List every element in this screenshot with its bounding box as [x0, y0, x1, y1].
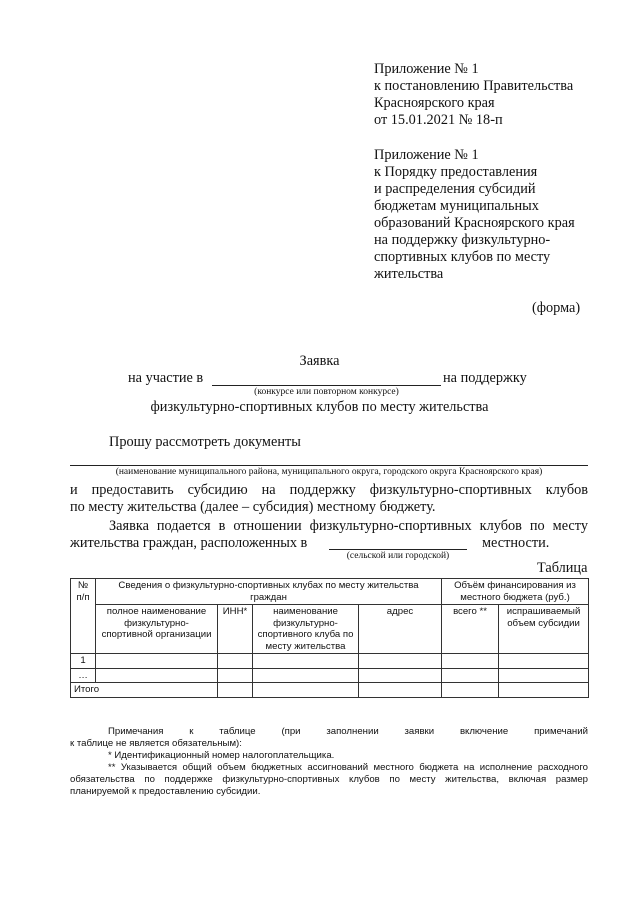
table-cell[interactable]: [253, 654, 359, 669]
table-cell[interactable]: [359, 668, 442, 683]
total-label: Итого: [71, 683, 218, 698]
note-inn: * Идентификационный номер налогоплательщика.: [108, 750, 335, 761]
submit-line2-suffix: местности.: [482, 535, 550, 551]
table-cell[interactable]: [442, 683, 499, 698]
locality-hint: (сельской или городской): [346, 551, 450, 561]
col-inn-header: ИНН*: [218, 605, 253, 654]
title-line1-prefix: на участие в: [128, 370, 204, 386]
submit-line2-prefix: жительства граждан, расположенных в: [70, 535, 308, 551]
appendix-decree: [374, 61, 573, 129]
group-info-header: Сведения о физкультурно-спортивных клубах по месту жительства граждан: [96, 579, 442, 605]
appendix-order: [374, 147, 575, 283]
notes-word: (при: [281, 726, 301, 737]
table-caption: Таблица: [537, 560, 588, 576]
municipality-blank[interactable]: [70, 465, 588, 466]
col-total-header: всего **: [442, 605, 499, 654]
table-cell[interactable]: [499, 668, 589, 683]
note-budget-line2: обязательства по поддержке физкультурно-спортивных клубов по месту жительства, включая размер: [70, 774, 588, 785]
submit-line1: Заявка подается в отношении физкультурно-спортивных клубов по месту: [109, 518, 588, 534]
table-cell[interactable]: [218, 654, 253, 669]
funding-table: [70, 578, 589, 698]
title-line2: физкультурно-спортивных клубов по месту жительства: [150, 399, 489, 415]
appendix-order-line: к Порядку предоставления: [374, 164, 538, 180]
form-label: (форма): [532, 300, 581, 316]
provide-line2: по месту жительства (далее – субсидия) местному бюджету.: [70, 499, 436, 515]
appendix-order-line: образований Красноярского края: [374, 215, 575, 231]
appendix-decree-line: от 15.01.2021 № 18-п: [374, 112, 503, 128]
col-address-header: адрес: [359, 605, 442, 654]
notes-word: Примечания: [108, 726, 164, 737]
appendix-order-line: на поддержку физкультурно-: [374, 232, 551, 248]
table-cell[interactable]: [442, 668, 499, 683]
table-row: [71, 654, 589, 669]
table-cell[interactable]: [359, 683, 442, 698]
notes: [70, 726, 588, 798]
col-num-header: № п/п: [71, 579, 96, 654]
contest-type-blank[interactable]: [212, 385, 441, 386]
table-cell[interactable]: [442, 654, 499, 669]
table-row: [71, 668, 589, 683]
appendix-order-line: бюджетам муниципальных: [374, 198, 539, 214]
municipality-hint: (наименование муниципального района, муниципального округа, городского округа Красноярского края): [115, 467, 543, 477]
appendix-decree-line: Красноярского края: [374, 95, 495, 111]
table-cell[interactable]: [499, 654, 589, 669]
contest-type-hint: (конкурсе или повторном конкурсе): [254, 387, 399, 397]
table-cell[interactable]: [359, 654, 442, 669]
notes-word: таблице: [219, 726, 256, 737]
table-subheader-row: [71, 605, 589, 654]
table-cell[interactable]: [218, 683, 253, 698]
table-total-row: [71, 683, 589, 698]
appendix-order-line: Приложение № 1: [374, 147, 479, 163]
table-cell[interactable]: [253, 683, 359, 698]
title-line1-suffix: на поддержку: [443, 370, 527, 386]
table-cell[interactable]: [499, 683, 589, 698]
note-budget-line3: планируемой к предоставлению субсидии.: [70, 786, 261, 797]
table-cell[interactable]: [218, 668, 253, 683]
notes-intro-line2: к таблице не является обязательным):: [70, 738, 242, 749]
table-cell[interactable]: [253, 668, 359, 683]
appendix-order-line: спортивных клубов по месту: [374, 249, 551, 265]
appendix-decree-line: Приложение № 1: [374, 61, 479, 77]
group-funding-header: Объём финансирования из местного бюджета (руб.): [442, 579, 589, 605]
appendix-order-line: жительства: [374, 266, 444, 282]
appendix-decree-line: к постановлению Правительства: [374, 78, 574, 94]
col-requested-header: испрашиваемый объем субсидии: [499, 605, 589, 654]
table-cell[interactable]: [96, 654, 218, 669]
request-text: Прошу рассмотреть документы: [109, 434, 301, 450]
row-number: …: [71, 668, 96, 683]
table-header-row: [71, 579, 589, 605]
notes-word: включение: [459, 726, 509, 737]
notes-word: к: [189, 726, 194, 737]
notes-word: примечаний: [534, 726, 588, 737]
locality-blank[interactable]: [329, 549, 467, 550]
col-org-name-header: полное наименование физкультурно-спортивной организации: [96, 605, 218, 654]
notes-word: заполнении: [326, 726, 379, 737]
appendix-order-line: и распределения субсидий: [374, 181, 536, 197]
note-budget-line1: ** Указывается общий объем бюджетных ассигнований местного бюджета на исполнение расходного: [108, 762, 588, 773]
col-club-name-header: наименование физкультурно-спортивного клуба по месту жительства: [253, 605, 359, 654]
provide-line1: и предоставить субсидию на поддержку физкультурно-спортивных клубов: [70, 482, 588, 498]
table-cell[interactable]: [96, 668, 218, 683]
notes-word: заявки: [404, 726, 435, 737]
notes-intro-line1: [70, 726, 588, 738]
row-number: 1: [71, 654, 96, 669]
page-title: Заявка: [299, 353, 340, 369]
